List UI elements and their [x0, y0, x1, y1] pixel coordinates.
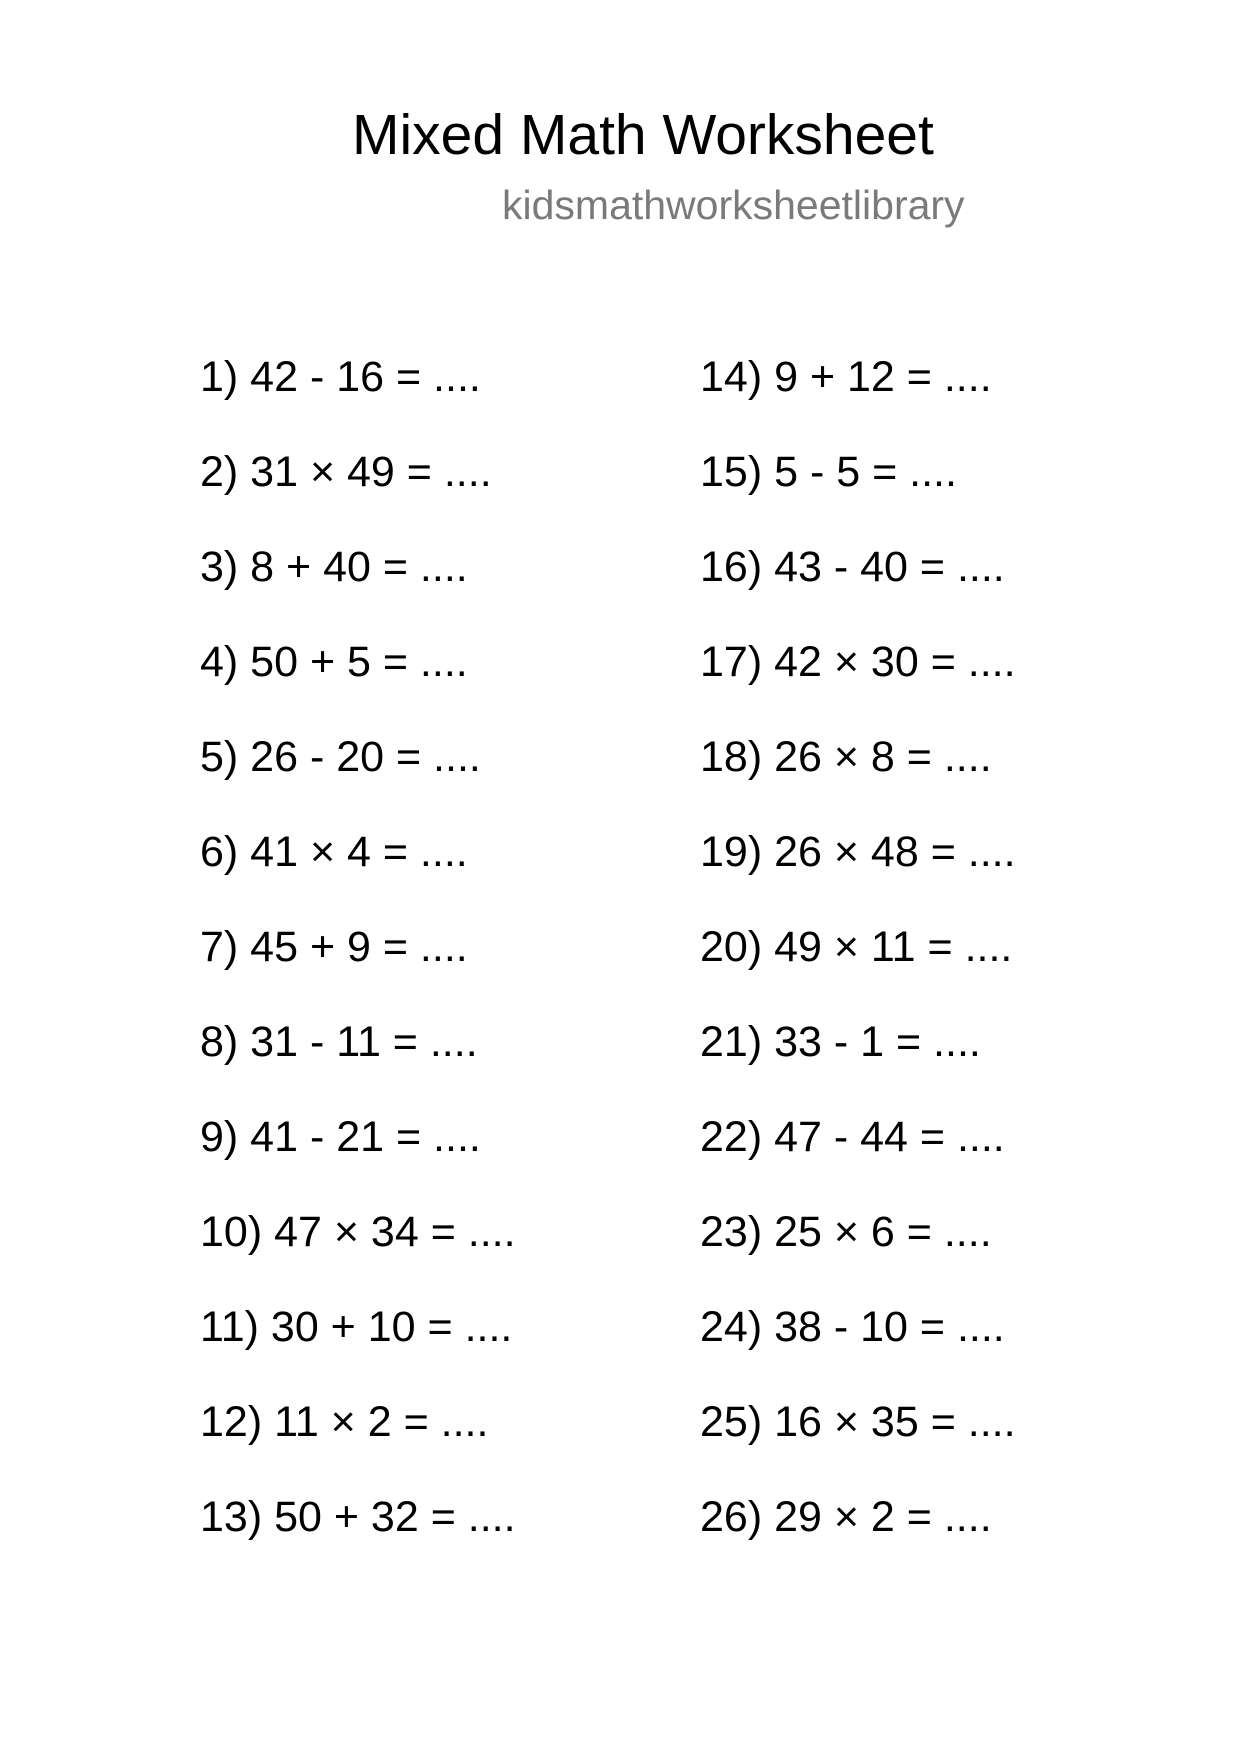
- problem-item: 12) 11 × 2 = ....: [200, 1398, 489, 1446]
- problem-item: 10) 47 × 34 = ....: [200, 1208, 516, 1256]
- problem-item: 9) 41 - 21 = ....: [200, 1113, 481, 1161]
- problem-item: 25) 16 × 35 = ....: [700, 1398, 1016, 1446]
- problem-item: 14) 9 + 12 = ....: [700, 353, 992, 401]
- problem-item: 24) 38 - 10 = ....: [700, 1303, 1005, 1351]
- problem-item: 3) 8 + 40 = ....: [200, 543, 468, 591]
- problem-item: 22) 47 - 44 = ....: [700, 1113, 1005, 1161]
- problem-column-right: [700, 352, 1016, 1587]
- problem-item: 4) 50 + 5 = ....: [200, 638, 468, 686]
- problem-item: 16) 43 - 40 = ....: [700, 543, 1005, 591]
- problem-item: 18) 26 × 8 = ....: [700, 733, 992, 781]
- problem-item: 13) 50 + 32 = ....: [200, 1493, 516, 1541]
- problem-column-left: [200, 352, 516, 1587]
- problem-item: 23) 25 × 6 = ....: [700, 1208, 992, 1256]
- problem-item: 17) 42 × 30 = ....: [700, 638, 1016, 686]
- problem-item: 7) 45 + 9 = ....: [200, 923, 468, 971]
- problem-item: 8) 31 - 11 = ....: [200, 1018, 478, 1066]
- page-title: Mixed Math Worksheet: [352, 103, 934, 167]
- problem-item: 20) 49 × 11 = ....: [700, 923, 1013, 971]
- problem-item: 5) 26 - 20 = ....: [200, 733, 481, 781]
- page-subtitle: kidsmathworksheetlibrary: [502, 182, 965, 228]
- problem-item: 21) 33 - 1 = ....: [700, 1018, 981, 1066]
- problem-item: 6) 41 × 4 = ....: [200, 828, 468, 876]
- problem-item: 26) 29 × 2 = ....: [700, 1493, 992, 1541]
- problem-item: 15) 5 - 5 = ....: [700, 448, 957, 496]
- problem-item: 2) 31 × 49 = ....: [200, 448, 492, 496]
- problem-item: 11) 30 + 10 = ....: [200, 1303, 513, 1351]
- problem-item: 1) 42 - 16 = ....: [200, 353, 481, 401]
- problem-item: 19) 26 × 48 = ....: [700, 828, 1016, 876]
